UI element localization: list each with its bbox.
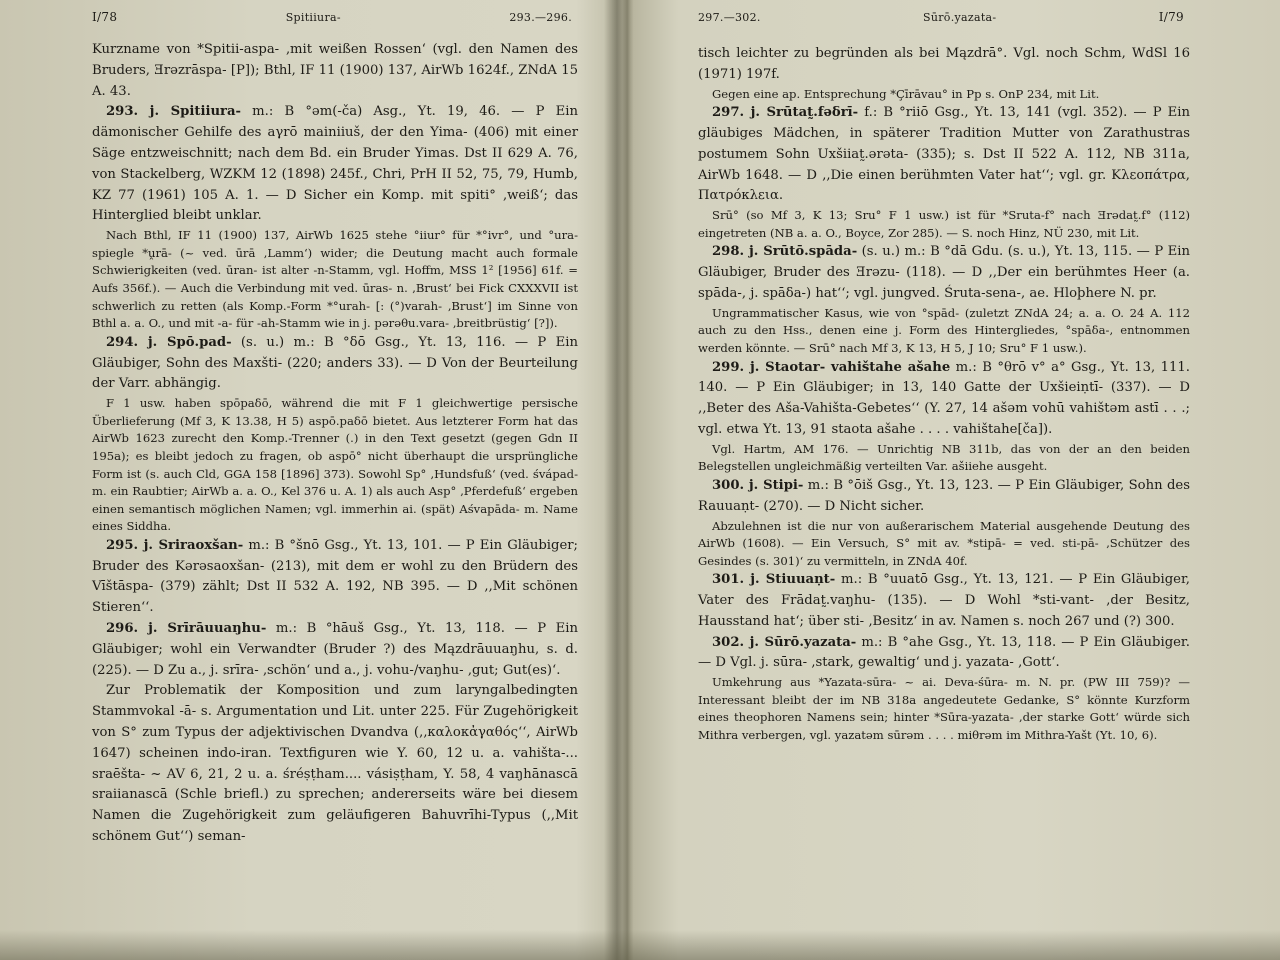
entry-300	[698, 476, 1190, 518]
note-299: Vgl. Hartm, AM 176. — Unrichtig NB 311b, das von der an den beiden Belegstellen ungleichmäßig verteilten Var. ašiiehe ausgeht.	[698, 441, 1190, 474]
lemma: 302. j. Sūrō.yazata-	[712, 634, 857, 650]
entry-296	[92, 619, 578, 681]
left-text-column	[92, 40, 578, 848]
paragraph: tisch leichter zu begründen als bei Mązdrā°. Vgl. noch Schm, WdSl 16 (1971) 197f.	[698, 46, 1190, 82]
entry-297	[698, 103, 1190, 207]
lemma: 301. j. Stiuuaṇt-	[712, 572, 836, 588]
right-head-title: Sūrō.yazata-	[923, 11, 997, 24]
lemma: 298. j. Srūtō.spāda-	[712, 244, 858, 260]
right-page	[630, 0, 1280, 960]
lemma: 297. j. Srūtat̰.fəδrī-	[712, 105, 859, 121]
entry-text: m.: B °šnō Gsg., Yt. 13, 101. — P Ein Gläubiger; Bruder des Kərəsaoxšan- (213), mit dem er wohl zu den Brüdern des Vīštāspa- (379) zählt; Dst II 532 A. 192, NB 395. — D ‚‚Mit schönen Stieren‘‘.	[92, 537, 579, 616]
lemma: 293. j. Spitiiura-	[106, 104, 242, 120]
left-page-number: I/78	[92, 10, 118, 24]
lemma: 296. j. Srīrāuuaŋhu-	[106, 621, 267, 637]
right-page-number: I/79	[1158, 10, 1184, 24]
left-running-head	[92, 10, 572, 24]
entry-text: m.: B °əm(-ča) Asg., Yt. 19, 46. — P Ein dämonischer Gehilfe des aγrō mainiiuš, der den Yima- (406) mit einer Säge entzweischnitt; nach dem Bd. ein Bruder Yimas. Dst II 629 A. 76, von Stackelberg, WZKM 12 (1898) 245f., Chri, PrH II 52, 75, 79, Humb, KZ 77 (1961) 105 A. 1. — D Sicher ein Komp. mit spiti° ‚weiß‘; das Hinterglied bleibt unklar.	[92, 104, 578, 224]
right-head-range: 297.—302.	[698, 11, 761, 24]
note-302: Umkehrung aus *Yazata-sūra- ~ ai. Deva-śūra- m. N. pr. (PW III 759)? — Interessant bleibt der im NB 318a angedeutete Gedanke, S° könnte Kurzform eines theophoren Namens sein; hinter *Sūra-yazata- ‚der starke Gott‘ würde sich Mithra verbergen, vgl. yazatəm sūrəm . . . . miθrəm im Mithra-Yašt (Yt. 10, 6).	[698, 675, 1190, 743]
note-298: Ungrammatischer Kasus, wie von °spād- (zuletzt ZNdA 24; a. a. O. 24 A. 112 auch zu den Hss., denen eine j. Form des Hintergliedes, °spāδa-, entnommen werden könnte. — Srū° nach Mf 3, K 13, H 5, J 10; Sru° F 1 usw.).	[698, 305, 1190, 355]
entry-text: m.: B °θrō v° a° Gsg., Yt. 13, 111. 140. — P Ein Gläubiger; in 13, 140 Gatte der Uxšieiṇtī- (337). — D ‚‚Beter des Aša-Vahišta-Gebetes‘‘ (Y. 27, 14 ašəm vohū vahištəm astī . . .; vgl. etwa Yt. 13, 91 staota ašahe . . . . vahištahe[ča]).	[698, 359, 1190, 437]
left-page	[0, 0, 612, 960]
book-gutter	[604, 0, 630, 960]
note-293: Nach Bthl, IF 11 (1900) 137, AirWb 1625 stehe °iiur° für *°ivr°, und °ura- spiegle *ṷrā- (~ ved. ūrā ‚Lamm‘) wider; die Deutung macht auch formale Schwierigkeiten (ved. ūran- ist alter -n-Stamm, vgl. Hoffm, MSS 1² [1956] 61f. = Aufs 356f.). — Auch die Verbindung mit ved. ūras- n. ‚Brust‘ bei Fick CXXXVII ist schwerlich zu retten (als Komp.-Form *°urah- [: (°)varah- ‚Brust‘] im Sinne von Bthl a. a. O., und mit -a- für -ah-Stamm wie in j. pərəθu.vara- ‚breitbrüstig‘ [?]).	[92, 228, 578, 331]
paragraph: Kurzname von *Spitii-aspa- ‚mit weißen Rossen‘ (vgl. den Namen des Bruders, Ǝrəzrāspa- [P]); Bthl, IF 11 (1900) 137, AirWb 1624f., ZNdA 15 A. 43.	[92, 42, 578, 99]
note-296-end: Gegen eine ap. Entsprechung *Çīrāvau° in Pp s. OnP 234, mit Lit.	[712, 86, 1100, 101]
table-edge-shadow	[0, 930, 1280, 960]
note-300: Abzulehnen ist die nur von außerarischem Material ausgehende Deutung des AirWb (1608). — Ein Versuch, S° mit av. *stipā- = ved. sti-pā- ‚Schützer des Gesindes (s. 301)‘ zu vermitteln, in ZNdA 40f.	[698, 518, 1190, 568]
left-head-title: Spitiiura-	[285, 11, 341, 24]
lemma: 295. j. Sriraoxšan-	[106, 537, 244, 553]
entry-text: m.: B °ōiš Gsg., Yt. 13, 123. — P Ein Gläubiger, Sohn des Rauuaṇt- (270). — D Nicht sicher.	[698, 477, 1190, 514]
lemma: 299. j. Staotar- vahištahe ašahe	[712, 359, 951, 375]
entry-294	[92, 333, 578, 395]
entry-text: m.: B °uuatō Gsg., Yt. 13, 121. — P Ein Gläubiger, Vater des Frādat̰.vaŋhu- (135). — D Wohl *sti-vant- ‚der Besitz, Hausstand hat‘; über sti- ‚Besitz‘ in av. Namen s. noch 267 und (?) 300.	[698, 572, 1190, 629]
entry-301	[698, 570, 1190, 632]
entry-295	[92, 536, 578, 619]
entry-text: f.: B °riiō Gsg., Yt. 13, 141 (vgl. 352). — P Ein gläubiges Mädchen, in späterer Tradition Mutter von Zarathustras postumem Sohn Uxšiiat̰.ərəta- (335); s. Dst II 522 A. 112, NB 311a, AirWb 1648. — D ‚‚Die einen berühmten Vater hat‘‘; vgl. gr. Κλεοπάτρα, Πατρόκλεια.	[698, 105, 1190, 204]
entry-text: m.: B °hāuš Gsg., Yt. 13, 118. — P Ein Gläubiger; wohl ein Verwandter (Bruder ?) des Mązdrāuuaŋhu, s. d. (225). — D Zu a., j. srīra- ‚schön‘ und a., j. vohu-/vaŋhu- ‚gut; Gut(es)‘.	[92, 621, 578, 678]
note-297: Srū° (so Mf 3, K 13; Sru° F 1 usw.) ist für *Sruta-f° nach Ǝrədat̰.f° (112) eingetreten (NB a. a. O., Boyce, Zor 285). — S. noch Hinz, NÜ 230, mit Lit.	[698, 208, 1190, 240]
right-text-column	[698, 44, 1190, 745]
lemma: 294. j. Spō.pad-	[106, 334, 232, 350]
entry-299	[698, 358, 1190, 441]
lemma: 300. j. Stipi-	[712, 477, 804, 493]
left-head-range: 293.—296.	[509, 11, 572, 24]
entry-text: (s. u.) m.: B °dā Gdu. (s. u.), Yt. 13, 115. — P Ein Gläubiger, Bruder des Ǝrəzu- (118). — D ‚‚Der ein berühmtes Heer (a. spāda-, j. spāδa-) hat‘‘; vgl. jungved. Śruta-sena-, ae. Hloþhere N. pr.	[698, 244, 1190, 301]
entry-302	[698, 633, 1190, 675]
entry-text: m.: B °ahe Gsg., Yt. 13, 118. — P Ein Gläubiger. — D Vgl. j. sūra- ‚stark, gewaltig‘ und j. yazata- ‚Gott‘.	[698, 634, 1190, 671]
note-294: F 1 usw. haben spōpaδō, während die mit F 1 gleichwertige persische Überlieferung (Mf 3, K 13.38, H 5) aspō.paδō bietet. Aus letzterer Form hat das AirWb 1623 zurecht den Komp.-Trenner (.) in den Text gesetzt (gegen Gdn II 195a); es bleibt jedoch zu fragen, ob aspō° nicht überhaupt die ursprüngliche Form ist (s. auch Cld, GGA 158 [1896] 373). Sowohl Sp° ‚Hundsfuß‘ (ved. śvápad- m. ein Raubtier; AirWb a. a. O., Kel 376 u. A. 1) als auch Asp° ‚Pferdefuß‘ ergeben einen semantisch möglichen Namen; vgl. immerhin ai. (spät) Aśvapāda- m. Name eines Siddha.	[92, 396, 578, 534]
note-296: Zur Problematik der Komposition und zum laryngalbedingten Stammvokal -ā- s. Argumentation und Lit. unter 225. Für Zugehörigkeit von S° zum Typus der adjektivischen Dvandva (‚‚καλοκἀγαθός‘‘, AirWb 1647) scheinen indo-iran. Textfiguren wie Y. 60, 12 u. a. vahišta-... sraēšta- ~ AV 6, 21, 2 u. a. śréṣṭham.... vásiṣṭham, Y. 58, 4 vaŋhānascā sraiianascā (Schle briefl.) zu sprechen; andererseits wäre bei diesem Namen die Zugehörigkeit zum geläufigeren Bahuvrīhi-Typus (‚‚Mit schönem Gut‘‘) seman-	[92, 683, 578, 845]
entry-293	[92, 102, 578, 227]
right-running-head	[698, 10, 1184, 24]
entry-text: (s. u.) m.: B °δō Gsg., Yt. 13, 116. — P Ein Gläubiger, Sohn des Maxšti- (220; anders 33). — D Von der Beurteilung der Varr. abhängig.	[92, 334, 578, 392]
entry-298	[698, 242, 1190, 304]
